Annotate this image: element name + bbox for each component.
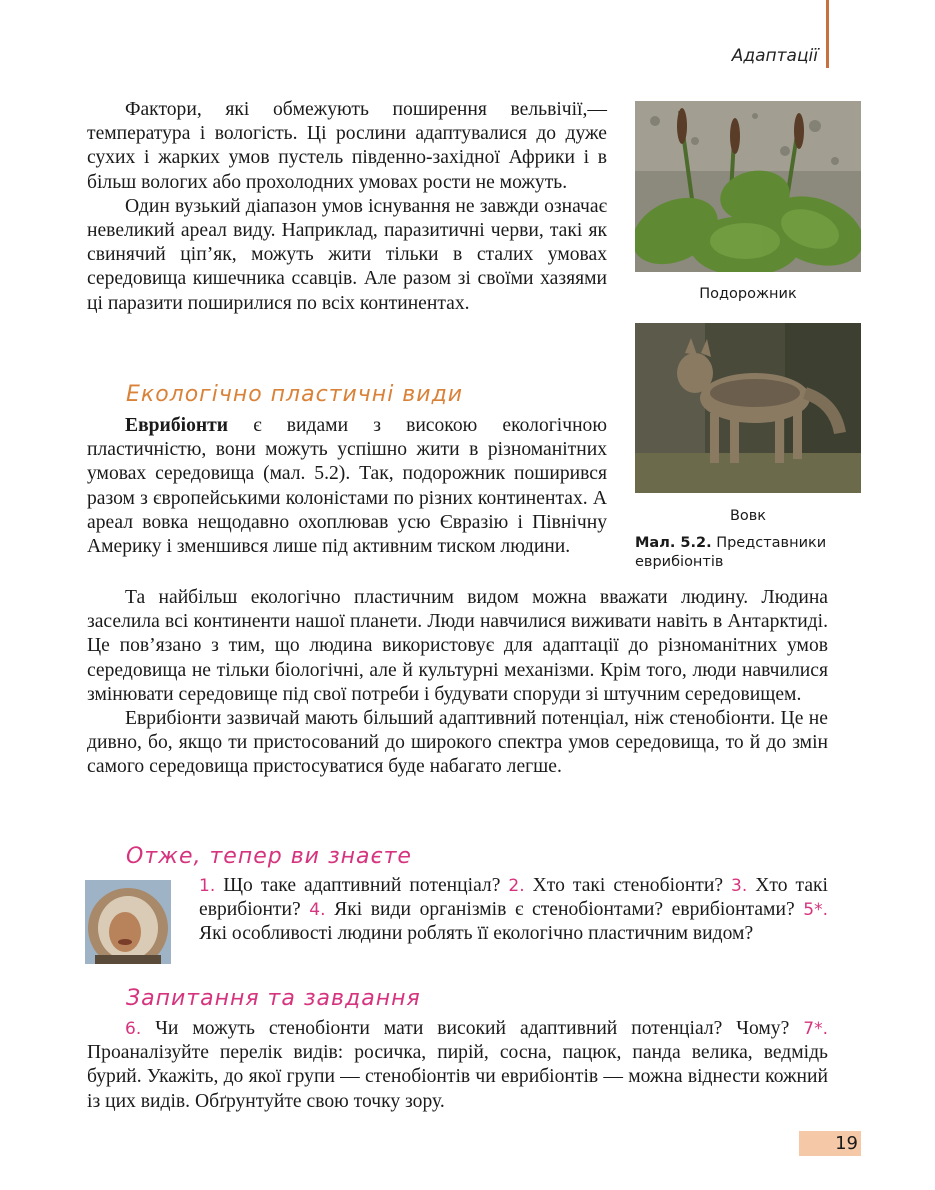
question-text: Хто такі еврибіонти? <box>199 875 828 921</box>
tasks-block <box>87 1017 828 1114</box>
task-number: 6. <box>125 1019 142 1039</box>
paragraph-narrow-range: Один вузький діапазон умов існування не завжди означає невеликий ареал виду. Наприклад, паразитичні черви, такі як свинячий ціп’як, можуть жити тільки в сталих умовах середовища кишечника ссавців. Але разом зі своїми хазяями ці паразити поширилися по всіх континентах. <box>87 195 607 314</box>
question-text: Які особливості людини роблять її екологічно пластичним видом? <box>199 923 754 945</box>
question-number: 1. <box>199 876 216 896</box>
task-text: Чи можуть стенобіонти мати високий адаптивний потенціал? Чому? <box>141 1018 804 1039</box>
section-title: Адаптації <box>731 46 818 66</box>
question-number: 4. <box>309 900 326 921</box>
section-heading-tasks: Запитання та завдання <box>126 986 421 1011</box>
header-rule <box>826 0 829 68</box>
question-number: 2. <box>508 876 525 896</box>
figure-caption: Мал. 5.2. Представники еврибіонтів <box>635 535 827 570</box>
task-number: 7*. <box>803 1019 828 1039</box>
eurybionts-text-block <box>87 414 607 559</box>
question-number: 3. <box>731 876 748 896</box>
paragraph-adaptive-potential: Еврибіонти зазвичай мають більший адаптивний потенціал, ніж стенобіонти. Це не дивно, бо, якщо ти пристосований до широкого спектра умов середовища, то й до змін самого середовища пристосуватися буде набагато легше. <box>87 708 828 778</box>
question-text: Що таке адаптивний потенціал? <box>215 875 509 896</box>
fullwidth-text-block <box>87 586 828 780</box>
plantain-caption: Подорожник <box>699 286 797 302</box>
wolf-caption: Вовк <box>729 508 767 524</box>
section-heading-summary: Отже, тепер ви знаєте <box>126 844 412 869</box>
inuit-portrait-photo <box>85 880 171 964</box>
summary-questions <box>199 874 828 947</box>
question-number: 5*. <box>803 900 828 921</box>
paragraph-eurybionts: Еврибіонти є видами з високою екологічною пластичністю, вони можуть успішно жити в різноманітних умовах середовища (мал. 5.2). Так, подорожник поширився разом з європейськими колоністами по різних континентах. А ареал вовка нещодавно охоплював усю Євразію і Північну Америку і зменшився лише під активним тиском людини. <box>87 415 607 558</box>
top-text-block <box>87 98 607 316</box>
plantain-photo <box>635 101 861 272</box>
wolf-photo <box>635 323 861 493</box>
task-text: Проаналізуйте перелік видів: росичка, пирій, сосна, пацюк, панда велика, ведмідь бурий. Укажіть, до якої групи — стенобіонтів чи еврибіонтів — можна віднести кожний із цих видів. Обґрунтуйте свою точку зору. <box>87 1042 828 1112</box>
question-text: Які види організмів є стенобіонтами? еврибіонтами? <box>325 899 804 921</box>
question-text: Хто такі стенобіонти? <box>524 875 732 896</box>
paragraph-human-plasticity: Та найбільш екологічно пластичним видом можна вважати людину. Людина заселила всі континенти нашої планети. Люди навчилися виживати навіть в Антарктиді. Це пов’язано з тим, що людина використовує для адаптації до різноманітних умов середовища не тільки біологічні, але й культурні механізми. Крім того, люди навчилися змінювати середовище під свої потреби і будувати споруди зі штучним середовищем. <box>87 587 828 705</box>
section-heading-eurybionts: Екологічно пластичні види <box>126 382 464 407</box>
paragraph-welwitschia: Фактори, які обмежують поширення вельвічії,— температура і вологість. Ці рослини адаптувалися до дуже сухих і жарких умов пустель південно-західної Африки і в більш вологих або прохолодних умовах рости не можуть. <box>87 99 607 193</box>
page-number: 19 <box>799 1131 861 1156</box>
